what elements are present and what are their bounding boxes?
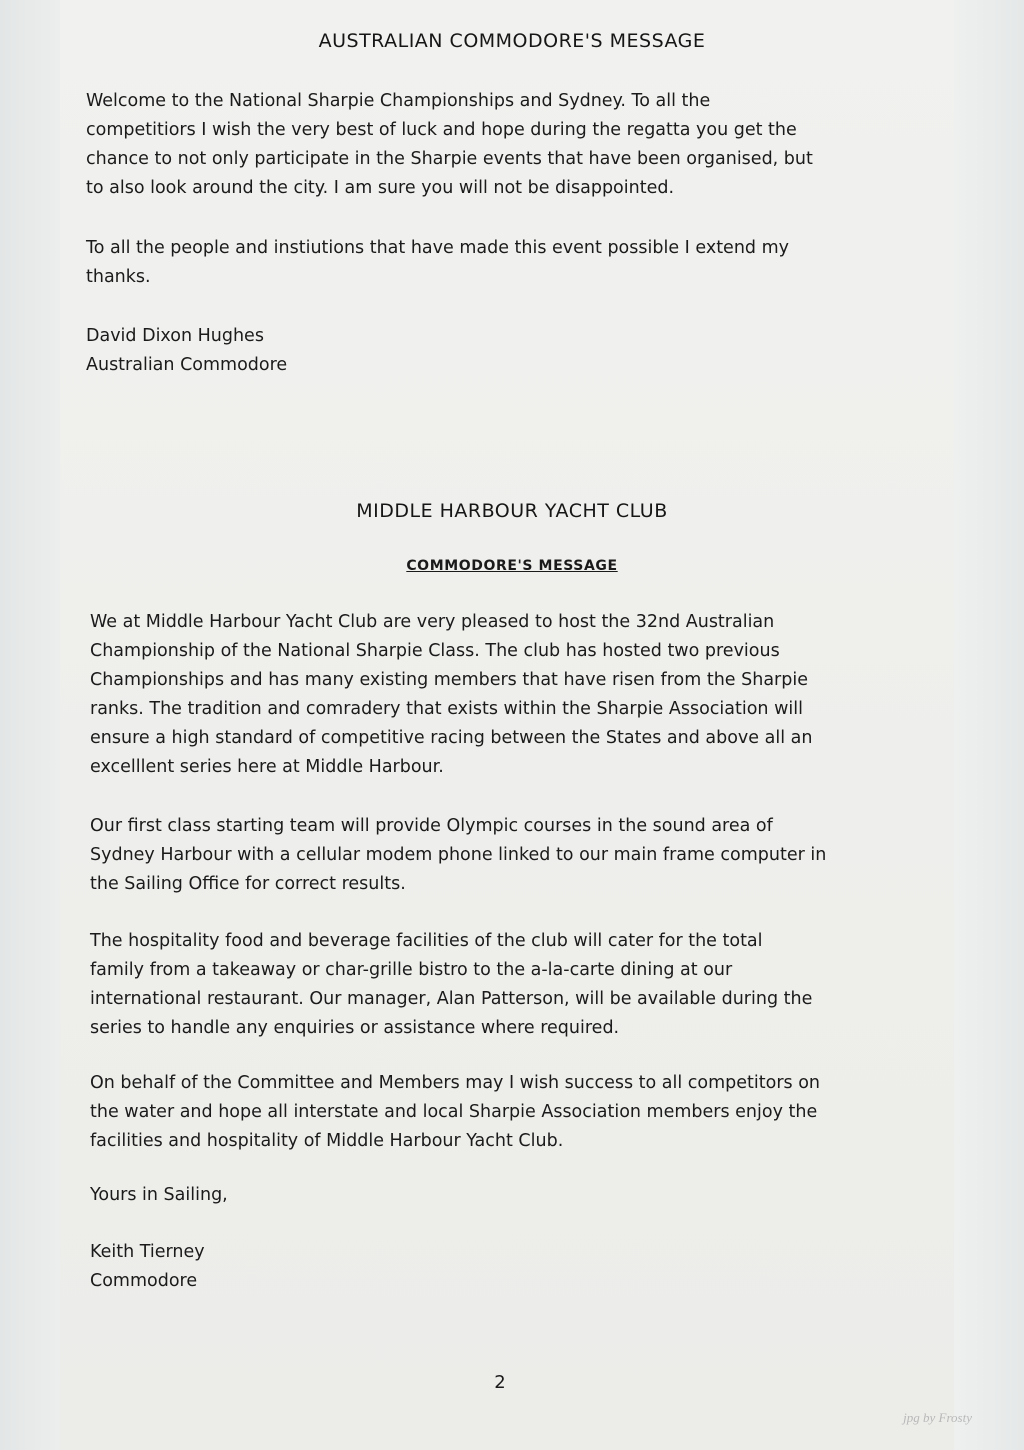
club-commodore-subtitle: COMMODORE'S MESSAGE (406, 558, 618, 574)
club-commodore-signature (90, 1238, 205, 1296)
australian-message-paragraph-2 (86, 234, 789, 292)
signature-name: Keith Tierney (90, 1242, 205, 1262)
text-line: ensure a high standard of competitive racing between the States and above all an (90, 728, 813, 748)
text-line: family from a takeaway or char-grille bistro to the a-la-carte dining at our (90, 960, 733, 980)
text-line: Championships and has many existing members that have risen from the Sharpie (90, 670, 808, 690)
text-line: Our first class starting team will provide Olympic courses in the sound area of (90, 816, 773, 836)
text-line: On behalf of the Committee and Members may I wish success to all competitors on (90, 1073, 821, 1093)
text-line: competitiors I wish the very best of luck and hope during the regatta you get the (86, 120, 797, 140)
club-title: MIDDLE HARBOUR YACHT CLUB (356, 500, 668, 522)
page-number: 2 (494, 1372, 506, 1393)
text-line: excelllent series here at Middle Harbour. (90, 757, 444, 777)
club-message-paragraph-1 (90, 608, 812, 782)
text-line: international restaurant. Our manager, Alan Patterson, will be available during the (90, 989, 813, 1009)
australian-commodore-signature (86, 322, 287, 380)
text-line: ranks. The tradition and comradery that exists within the Sharpie Association will (90, 699, 803, 719)
text-line: thanks. (86, 267, 151, 287)
text-line: Championship of the National Sharpie Class. The club has hosted two previous (90, 641, 780, 661)
australian-message-paragraph-1 (86, 87, 813, 203)
text-line: We at Middle Harbour Yacht Club are very pleased to host the 32nd Australian (90, 612, 775, 632)
text-line: The hospitality food and beverage facilities of the club will cater for the total (90, 931, 763, 951)
right-page-margin-shadow (954, 0, 1024, 1450)
club-message-paragraph-4 (90, 1069, 820, 1156)
club-closing: Yours in Sailing, (90, 1185, 228, 1205)
text-line: chance to not only participate in the Sharpie events that have been organised, but (86, 149, 813, 169)
text-line: to also look around the city. I am sure you will not be disappointed. (86, 178, 675, 198)
text-line: Welcome to the National Sharpie Championships and Sydney. To all the (86, 91, 711, 111)
scan-credit: jpg by Frosty (903, 1410, 972, 1425)
club-message-paragraph-2 (90, 812, 826, 899)
signature-name: David Dixon Hughes (86, 326, 264, 346)
text-line: the water and hope all interstate and local Sharpie Association members enjoy the (90, 1102, 818, 1122)
text-line: the Sailing Office for correct results. (90, 874, 406, 894)
signature-role: Commodore (90, 1271, 198, 1291)
text-line: To all the people and instiutions that have made this event possible I extend my (86, 238, 789, 258)
text-line: Sydney Harbour with a cellular modem phone linked to our main frame computer in (90, 845, 827, 865)
australian-commodore-title: AUSTRALIAN COMMODORE'S MESSAGE (318, 30, 706, 52)
text-line: series to handle any enquiries or assistance where required. (90, 1018, 620, 1038)
text-line: facilities and hospitality of Middle Harbour Yacht Club. (90, 1131, 564, 1151)
left-page-margin-shadow (0, 0, 60, 1450)
club-message-paragraph-3 (90, 927, 812, 1043)
signature-role: Australian Commodore (86, 355, 288, 375)
